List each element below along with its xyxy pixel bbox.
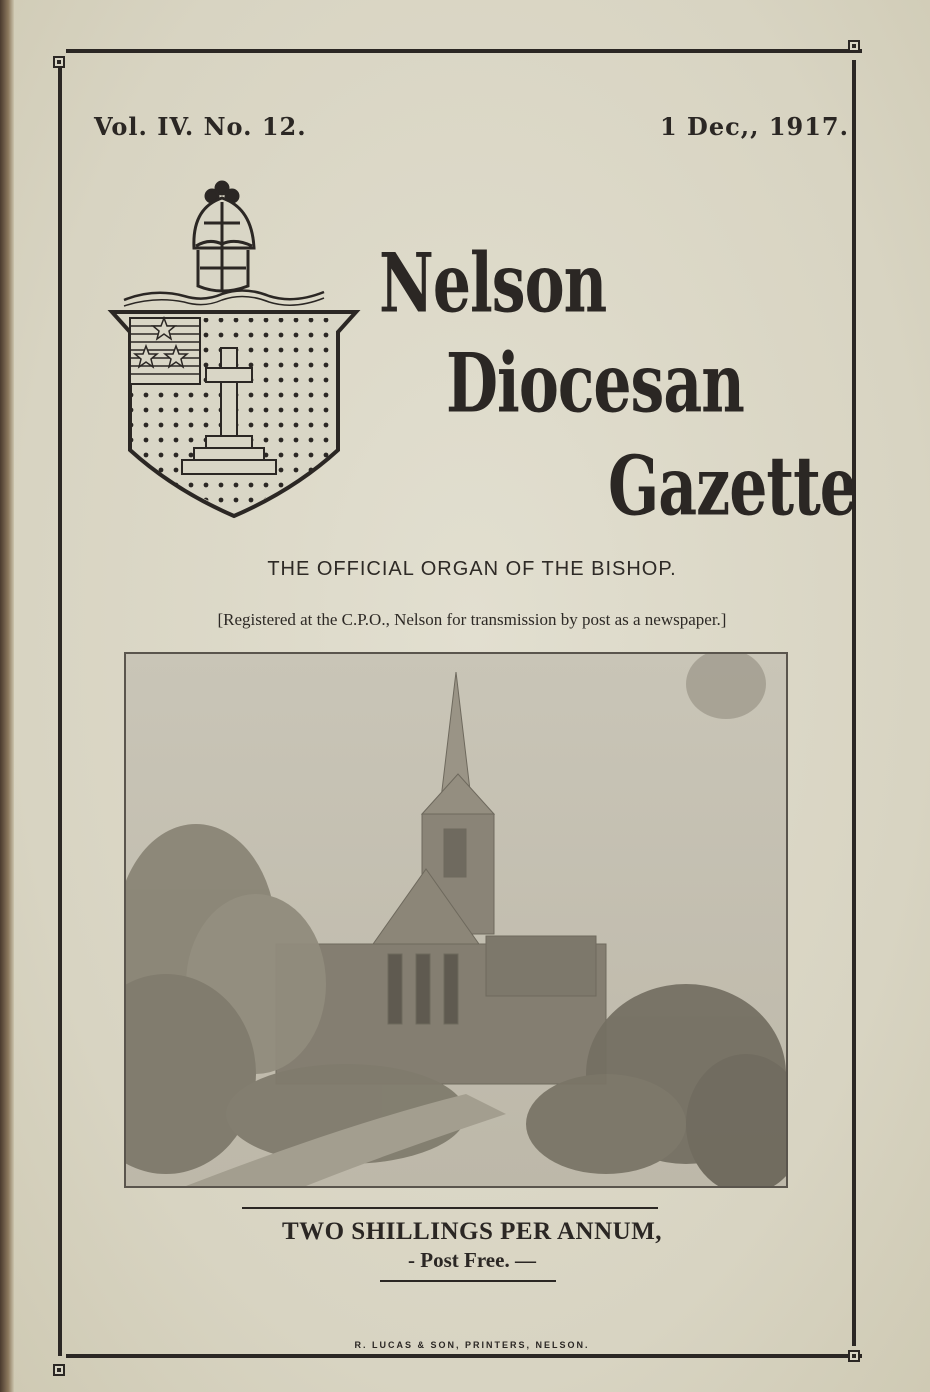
frame-corner-ornament (53, 56, 65, 68)
masthead-nelson: Nelson (379, 237, 607, 332)
frame-corner-ornament (848, 1350, 860, 1362)
price-rule-bottom (380, 1280, 556, 1282)
frame-right-rule (852, 60, 856, 1346)
frame-left-rule (58, 60, 62, 1356)
subscription-price: TWO SHILLINGS PER ANNUM, (281, 1218, 663, 1245)
volume-number: Vol. IV. No. 12. (94, 112, 307, 141)
registration-notice: [Registered at the C.P.O., Nelson for transmission by post as a newspaper.] (217, 610, 727, 629)
masthead-gazette: Gazette (608, 440, 857, 535)
frame-top-rule (66, 49, 862, 53)
issue-date: 1 Dec,, 1917. (660, 112, 849, 141)
gazette-cover-page (14, 0, 930, 1392)
printer-imprint: R. LUCAS & SON, PRINTERS, NELSON. (354, 1340, 590, 1350)
frame-corner-ornament (848, 40, 860, 52)
official-organ-subtitle: THE OFFICIAL ORGAN OF THE BISHOP. (267, 558, 677, 580)
post-free-note: - Post Free. — (408, 1248, 536, 1272)
frame-corner-ornament (53, 1364, 65, 1376)
cathedral-photograph (124, 652, 788, 1188)
book-spine-edge (0, 0, 14, 1392)
diocesan-coat-of-arms (94, 178, 364, 523)
mitre-icon (124, 182, 324, 306)
masthead-diocesan: Diocesan (446, 337, 744, 432)
frame-bottom-rule (66, 1354, 862, 1358)
price-rule-top (242, 1207, 658, 1209)
shield-icon (112, 312, 356, 516)
